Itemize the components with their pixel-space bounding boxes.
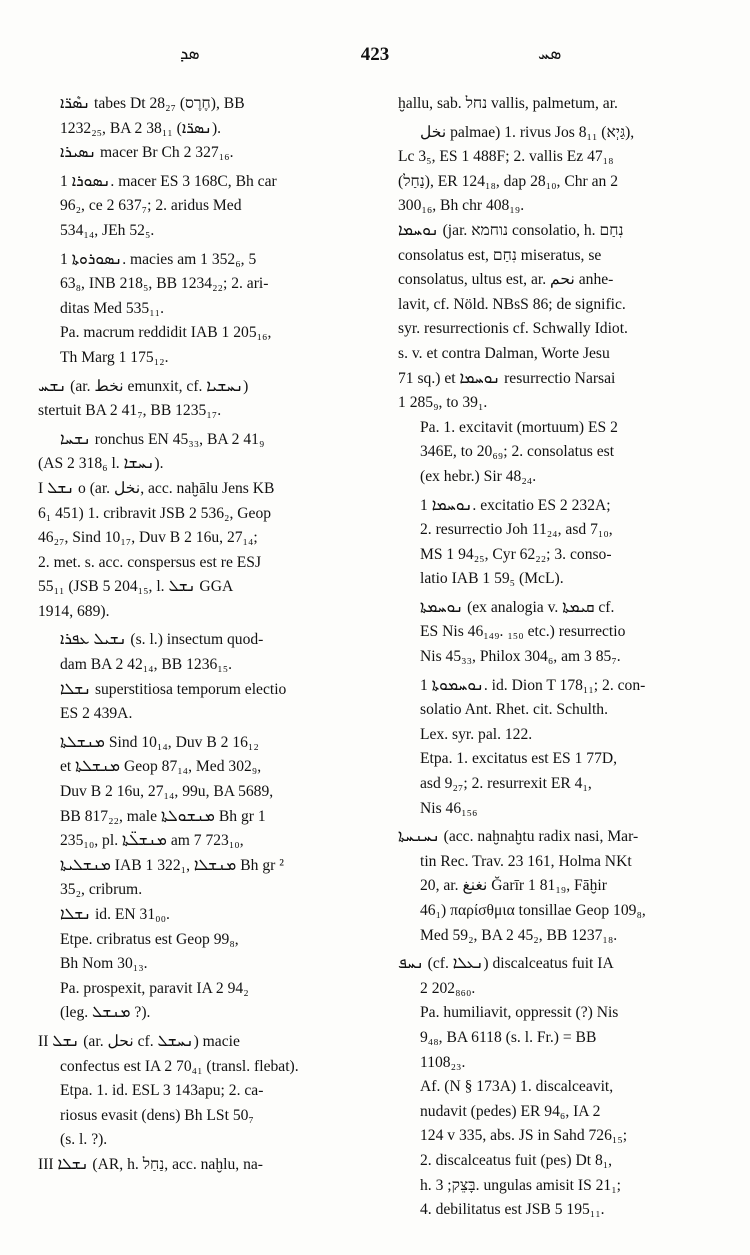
dictionary-line: Nis 46₁₅₆: [420, 799, 478, 817]
dictionary-line: 1232₂₅, BA 2 38₁₁ (ܢܣܪ̈ܐ).: [60, 119, 222, 137]
dictionary-line: 2 202₈₆₀.: [420, 979, 476, 997]
dictionary-line: I ܢܫܠ o (ar. نخل, acc. naḫālu Jens KB: [38, 479, 275, 497]
dictionary-line: Pa. 1. excitavit (mortuum) ES 2: [420, 418, 618, 436]
dictionary-line: Th Marg 1 175₁₂.: [60, 348, 169, 366]
dictionary-line: 55₁₁ (JSB 5 204₁₅, l. ܢܫܠ GGA: [38, 578, 234, 596]
dictionary-line: ES Nis 46₁₄₉. ₁₅₀ etc.) resurrectio: [420, 623, 626, 641]
dictionary-line: 35₂, cribrum.: [60, 881, 143, 899]
dictionary-line: syr. resurrectionis cf. Schwally Idiot.: [398, 320, 628, 338]
dictionary-line: ܢܘܚܡܘܬܐ 1. id. Dion T 178₁₁; 2. con-: [420, 676, 646, 694]
dictionary-line: 1 285₉, to 39₁.: [398, 394, 488, 412]
dictionary-line: 46₂₇, Sind 10₁₇, Duv B 2 16u, 27₁₄;: [38, 529, 258, 547]
dictionary-line: ܢܫܝܠ ܥܦܪܐ (s. l.) insectum quod-: [60, 631, 264, 649]
dictionary-line: 534₁₄, JEh 52₅.: [60, 221, 155, 239]
dictionary-line: MS 1 94₂₅, Cyr 62₂₂; 3. conso-: [420, 545, 612, 563]
dictionary-line: dam BA 2 42₁₄, BB 1236₁₅.: [60, 656, 233, 674]
dictionary-line: ḫallu, sab. נחל vallis, palmetum, ar.: [398, 95, 618, 112]
dictionary-line: s. v. et contra Dalman, Worte Jesu: [398, 344, 610, 362]
running-head-left-letters: ܣܕ: [180, 44, 200, 64]
dictionary-line: 4. debilitatus est JSB 5 195₁₁.: [420, 1201, 605, 1219]
running-head-right-letters: ܣܚ: [538, 44, 562, 64]
dictionary-line: 235₁₀, pl. ܡܢܫܠ̈ܬܐ am 7 723₁₀,: [60, 832, 244, 850]
dictionary-line: riosus evasit (dens) Bh LSt 50₇: [60, 1106, 254, 1124]
dictionary-line: 6₁ 451) 1. cribravit JSB 2 536₂, Geop: [38, 504, 272, 522]
dictionary-line: Af. (N § 173A) 1. discalceavit,: [420, 1078, 614, 1096]
dictionary-line: (ex hebr.) Sir 48₂₄.: [420, 467, 537, 485]
dictionary-line: ܢܘܚܡܐ (jar. נוחמא consolatio, h. נִחַם: [398, 221, 624, 239]
dictionary-line: consolatus, ultus est, ar. نحم anhe-: [398, 271, 614, 289]
dictionary-line: 71 sq.) et ܢܘܚܡܐ resurrectio Narsai: [398, 369, 616, 387]
dictionary-line: tin Rec. Trav. 23 161, Holma NKt: [420, 852, 632, 870]
dictionary-line: ܡܢܫܠܝܬܐ IAB 1 322₁, ܡܢܫܠܐ Bh gr ²: [60, 856, 284, 874]
dictionary-line: 20, ar. نغنغ Ğarīr 1 81₁₉, Fāḫir: [420, 877, 607, 895]
dictionary-line: consolatus est, נִחַם miseratus, se: [398, 246, 602, 264]
dictionary-line: ܢܚܦ (cf. ܢܥܠܐ) discalceatus fuit IA: [398, 955, 614, 973]
dictionary-line: Lex. syr. pal. 122.: [420, 725, 533, 743]
dictionary-line: (נַחַל), ER 124₁₈, dap 28₁₀, Chr an 2: [398, 172, 619, 190]
dictionary-line: et ܡܢܫܠܬܐ Geop 87₁₄, Med 302₉,: [60, 758, 262, 776]
right-column: [398, 92, 726, 1223]
dictionary-line: ܢܘܚܡܐ 1. excitatio ES 2 232A;: [420, 496, 611, 514]
dictionary-line: ܢܣܘܪܐ 1. macer ES 3 168C, Bh car: [60, 172, 277, 190]
dictionary-line: stertuit BA 2 41₇, BB 1235₁₇.: [38, 402, 222, 420]
dictionary-line: Bh Nom 30₁₃.: [60, 955, 148, 973]
dictionary-line: Lc 3₅, ES 1 488F; 2. vallis Ez 47₁₈: [398, 148, 614, 166]
dictionary-line: ܢܚܢܚܬܐ (acc. naḫnaḫtu radix nasi, Mar-: [398, 828, 639, 846]
dictionary-line: BB 817₂₂, male ܡܢܫܘܠܬܐ Bh gr 1: [60, 807, 266, 825]
dictionary-line: ES 2 439A.: [60, 705, 133, 723]
dictionary-line: 2. resurrectio Joh 11₂₄, asd 7₁₀,: [420, 521, 613, 539]
dictionary-line: ܢܫܚ (ar. نخط emunxit, cf. ܢܚܫܝܐ): [38, 377, 249, 395]
dictionary-line: ܢܣܶܪ̈ܐ tabes Dt 28₂₇ (חֶרֶס), BB: [60, 95, 245, 112]
dictionary-line: Etpa. 1. excitatus est ES 1 77D,: [420, 750, 618, 768]
dictionary-line: lavit, cf. Nöld. NBsS 86; de signific.: [398, 295, 626, 313]
dictionary-line: Pa. humiliavit, oppressit (?) Nis: [420, 1004, 619, 1022]
page-number: 423: [360, 44, 390, 65]
dictionary-line: Etpa. 1. id. ESL 3 143apu; 2. ca-: [60, 1082, 264, 1100]
dictionary-line: confectus est IA 2 70₄₁ (transl. flebat).: [60, 1057, 299, 1075]
dictionary-line: asd 9₂₇; 2. resurrexit ER 4₁,: [420, 775, 592, 793]
dictionary-line: (leg. ܡܢܫܠ ?).: [60, 1004, 151, 1022]
dictionary-line: II ܢܫܠ (ar. نحل cf. ܢܚܫܠ) macie: [38, 1032, 240, 1050]
dictionary-line: ditas Med 535₁₁.: [60, 299, 164, 317]
dictionary-line: Pa. macrum reddidit IAB 1 205₁₆,: [60, 324, 272, 342]
dictionary-line: ܢܘܚܡܬܐ (ex analogia v. ܩܝܡܬܐ cf.: [420, 598, 615, 616]
dictionary-line: 96₂, ce 2 637₇; 2. aridus Med: [60, 197, 242, 215]
dictionary-line: Med 59₂, BA 2 45₂, BB 1237₁₈.: [420, 926, 618, 944]
dictionary-line: h. בָּצֵק; 3. ungulas amisit IS 21₁;: [420, 1176, 622, 1194]
dictionary-line: Etpe. cribratus est Geop 99₈,: [60, 930, 239, 948]
dictionary-line: nudavit (pedes) ER 94₆, IA 2: [420, 1102, 601, 1120]
dictionary-line: 300₁₆, Bh chr 408₁₉.: [398, 197, 525, 215]
dictionary-line: 46₁) παρίσθμια tonsillae Geop 109₈,: [420, 902, 646, 919]
dictionary-line: latio IAB 1 59₅ (McL).: [420, 570, 564, 588]
dictionary-line: ܢܣܝܪܐ macer Br Ch 2 327₁₆.: [60, 144, 234, 162]
dictionary-line: (AS 2 318₆ l. ܢܚܫܐ).: [38, 455, 164, 473]
dictionary-line: نخل palmae) 1. rivus Jos 8₁₁ (גַּיְא),: [420, 123, 635, 141]
dictionary-line: solatio Ant. Rhet. cit. Schulth.: [420, 701, 608, 719]
dictionary-line: 2. met. s. acc. conspersus est re ESJ: [38, 553, 262, 571]
dictionary-line: Duv B 2 16u, 27₁₄, 99u, BA 5689,: [60, 783, 274, 801]
dictionary-line: (s. l. ?).: [60, 1131, 108, 1149]
dictionary-line: 124 v 335, abs. JS in Sahd 726₁₅;: [420, 1127, 628, 1145]
dictionary-line: ܢܫܠܐ id. EN 31₀₀.: [60, 906, 170, 923]
dictionary-line: ܢܣܘܪܘܬܐ 1. macies am 1 352₆, 5: [60, 250, 257, 268]
dictionary-line: III ܢܫܠܐ (AR, h. נַחַל, acc. naḫlu, na-: [38, 1155, 263, 1173]
running-head: [0, 44, 750, 74]
dictionary-line: 63₈, INB 218₅, BB 1234₂₂; 2. ari-: [60, 275, 269, 293]
dictionary-line: ܢܫܠܐ superstitiosa temporum electio: [60, 680, 287, 698]
dictionary-line: Nis 45₃₃, Philox 304₆, am 3 85₇.: [420, 648, 621, 666]
dictionary-line: 2. discalceatus fuit (pes) Dt 8₁,: [420, 1151, 613, 1169]
dictionary-line: ܡܢܫܠܬܐ Sind 10₁₄, Duv B 2 16₁₂: [60, 733, 259, 751]
dictionary-line: Pa. prospexit, paravit IA 2 94₂: [60, 979, 249, 997]
dictionary-line: 1108₂₃.: [420, 1053, 466, 1071]
dictionary-line: ܢܫܚܐ ronchus EN 45₃₃, BA 2 41₉: [60, 430, 265, 448]
left-column: [38, 92, 373, 1178]
dictionary-line: 346E, to 20₆₉; 2. consolatus est: [420, 443, 615, 461]
dictionary-line: 1914, 689).: [38, 602, 110, 620]
dictionary-line: 9₄₈, BA 6118 (s. l. Fr.) = BB: [420, 1028, 597, 1046]
